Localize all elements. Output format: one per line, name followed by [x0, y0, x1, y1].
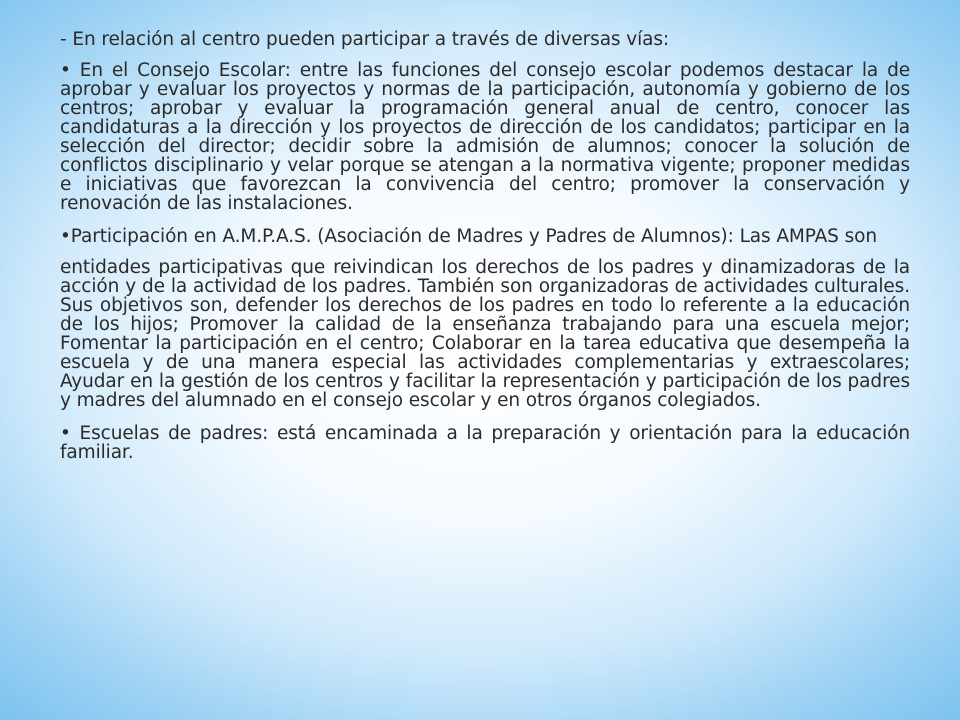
- escuelas-de-padres-paragraph: • Escuelas de padres: está encaminada a la preparación y orientación para la educación familiar.: [60, 423, 910, 463]
- intro-line: - En relación al centro pueden participar a través de diversas vías:: [60, 29, 670, 50]
- ampas-description-paragraph: entidades participativas que reivindican los derechos de los padres y dinamizadoras de la acción y de la actividad de los padres. También son organizadoras de actividades culturales. Sus objetivos son, defender los derechos de los padres en todo lo referente a la educación de los hijos; Promover la calidad de la enseñanza trabajando para una escuela mejor; Fomentar la participación en el centro; Colaborar en la tarea educativa que desempeña la escuela y de una manera especial las actividades complementarias y extraescolares; Ayudar en la gestión de los centros y facilitar la representación y participación de los padres y madres del alumnado en el consejo escolar y en otros órganos colegiados.: [60, 257, 910, 411]
- consejo-escolar-paragraph: • En el Consejo Escolar: entre las funciones del consejo escolar podemos destacar la de aprobar y evaluar los proyectos y normas de la participación, autonomía y gobierno de los centros; aprobar y evaluar la programación general anual de centro, conocer las candidaturas a la dirección y los proyectos de dirección de los candidatos; participar en la selección del director; decidir sobre la admisión de alumnos; conocer la solución de conflictos disciplinario y velar porque se atengan a la normativa vigente; proponer medidas e iniciativas que favorezcan la convivencia del centro; promover la conservación y renovación de las instalaciones.: [60, 60, 910, 214]
- slide-content: [60, 30, 910, 690]
- ampas-heading-paragraph: •Participación en A.M.P.A.S. (Asociación de Madres y Padres de Alumnos): Las AMPAS son: [60, 226, 877, 247]
